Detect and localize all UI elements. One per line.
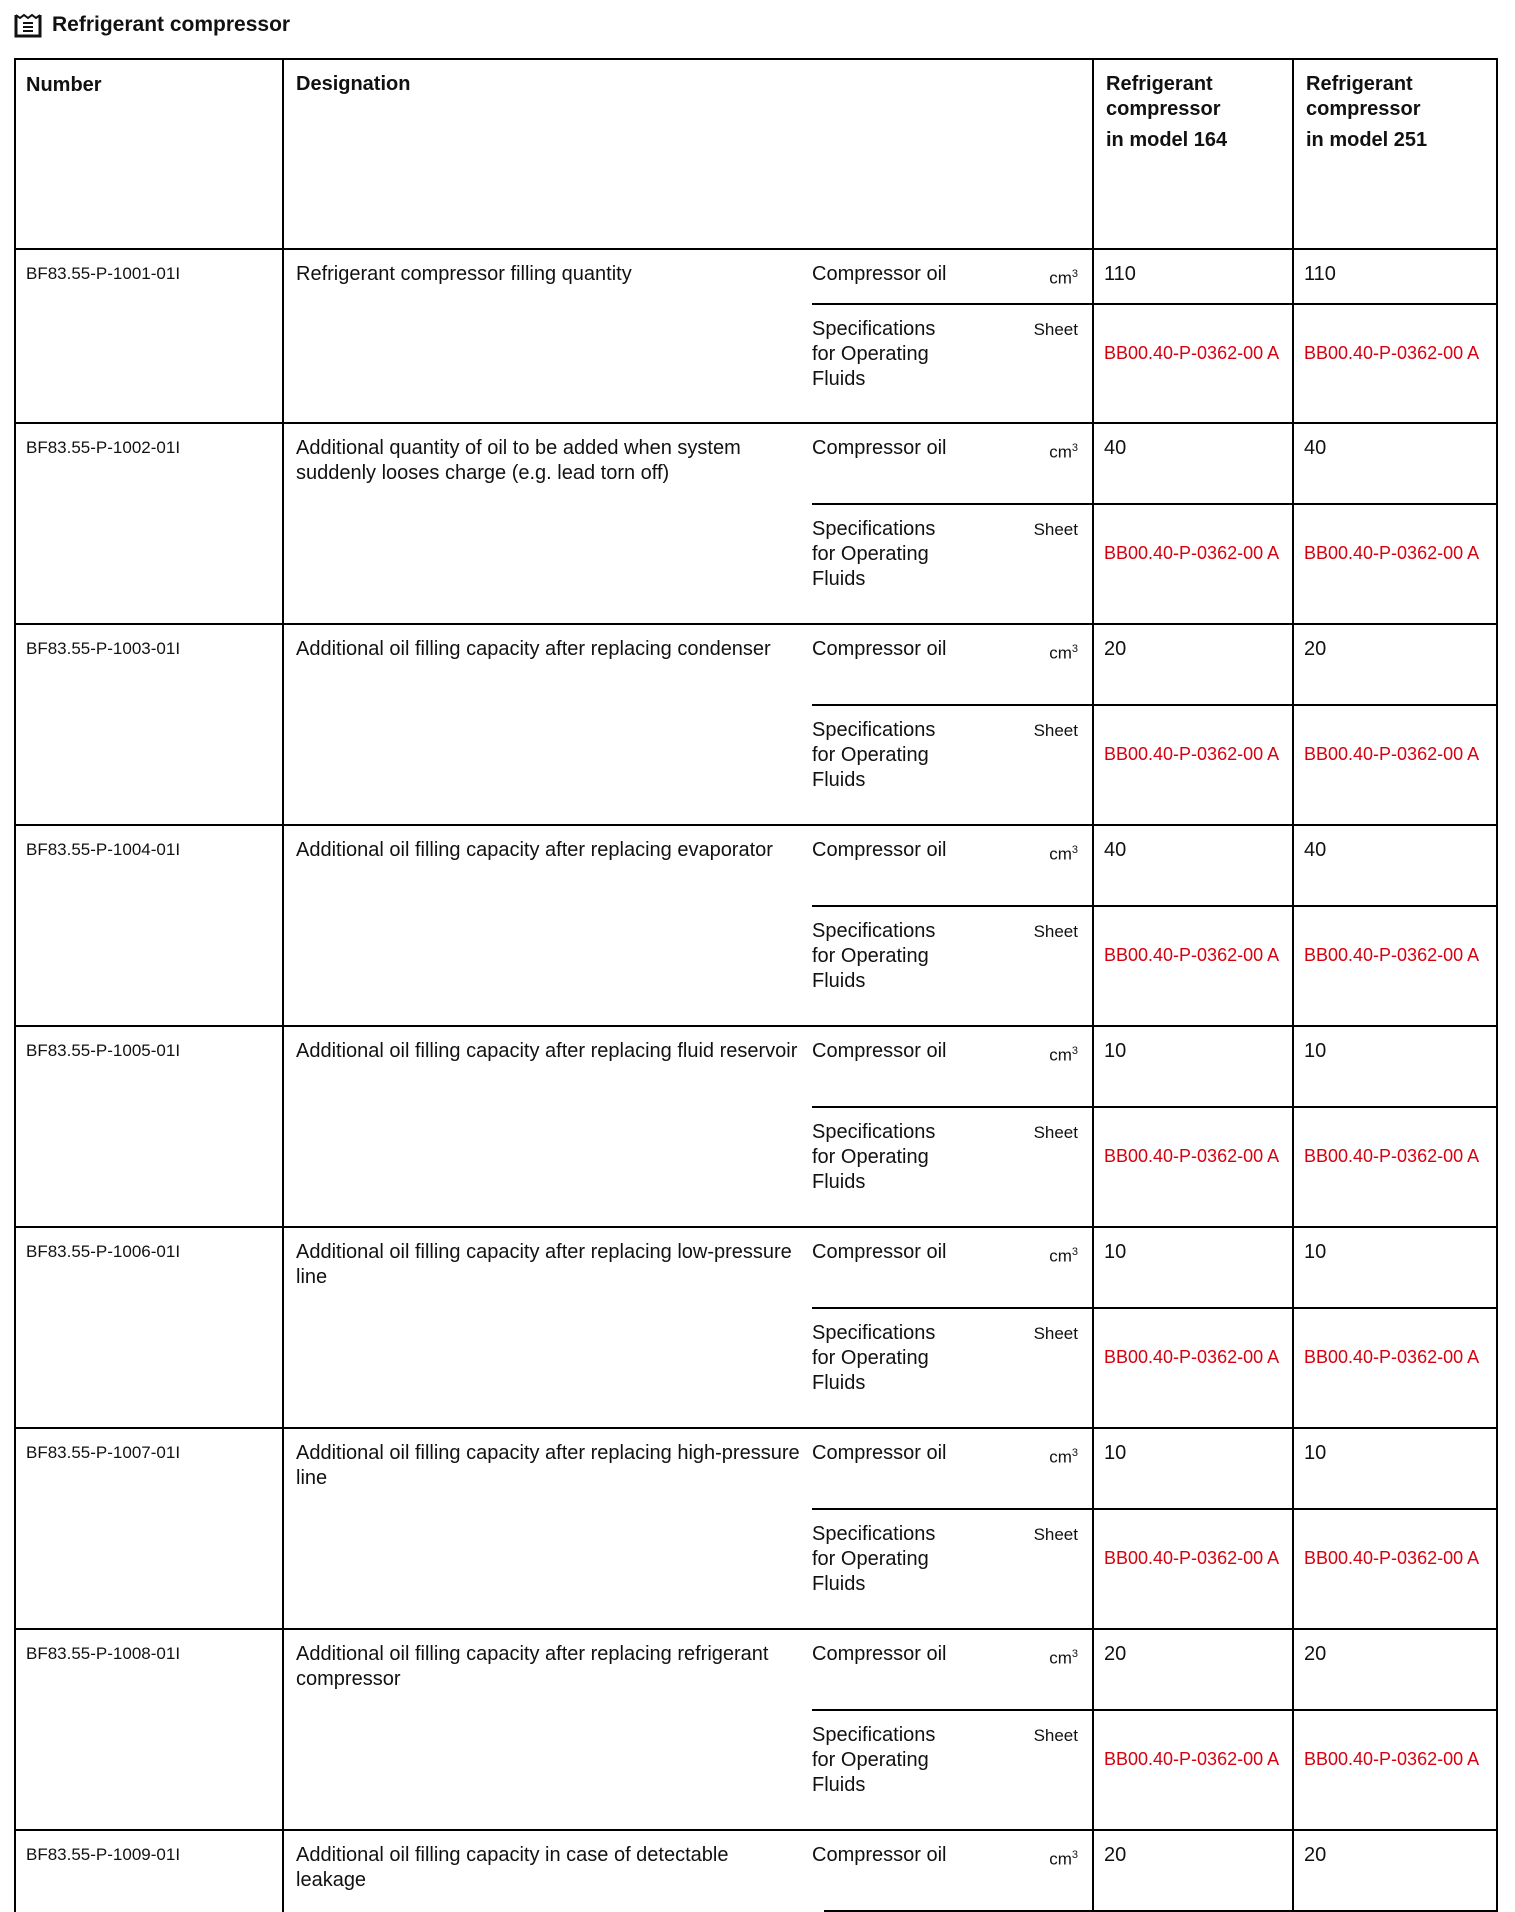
- oil-quantity-251: 10: [1294, 1429, 1496, 1510]
- oil-quantity-164: 20: [1094, 625, 1292, 706]
- unit-label: [1049, 1441, 1078, 1508]
- sub-item-label: Compressor oil: [812, 1241, 947, 1263]
- unit-label: Sheet: [1033, 1726, 1078, 1745]
- header-model-164: [1094, 60, 1294, 248]
- sub-items: [812, 1630, 1092, 1829]
- model-164-values: [1094, 250, 1294, 422]
- unit-label: Sheet: [1033, 520, 1078, 539]
- spec-number: BF83.55-P-1005-01I: [14, 1027, 284, 1226]
- unit-label: Sheet: [1033, 320, 1078, 339]
- header-line: Refrigerant: [1106, 73, 1213, 95]
- header-line: compressor: [1306, 98, 1421, 120]
- unit-label: Sheet: [1033, 922, 1078, 941]
- spec-number: BF83.55-P-1002-01I: [14, 424, 284, 623]
- sub-item-label: Compressor oil: [812, 638, 947, 660]
- table-row: [14, 424, 1498, 625]
- sub-item-compressor-oil: [812, 1831, 1092, 1912]
- spec-sheet-link-164[interactable]: BB00.40-P-0362-00 A: [1104, 1548, 1280, 1568]
- model-251-values: [1294, 250, 1498, 422]
- designation-text: Refrigerant compressor filling quantity: [296, 263, 632, 285]
- oil-quantity-251: 40: [1294, 826, 1496, 907]
- designation-text: Additional quantity of oil to be added when system suddenly looses charge (e.g. lead torn off): [296, 437, 741, 484]
- sub-item-compressor-oil: [812, 826, 1092, 907]
- header-model-251: [1294, 60, 1498, 248]
- spec-sheet-link-251[interactable]: BB00.40-P-0362-00 A: [1304, 945, 1480, 965]
- table-row: [14, 1429, 1498, 1630]
- maintenance-sheet-icon: [14, 12, 42, 38]
- designation-text: Additional oil filling capacity in case of detectable leakage: [296, 1844, 729, 1891]
- unit-label: [1049, 1642, 1078, 1709]
- model-251-values: [1294, 424, 1498, 623]
- spec-sheet-link-251[interactable]: BB00.40-P-0362-00 A: [1304, 744, 1480, 764]
- header-designation: Designation: [284, 60, 1094, 248]
- oil-quantity-164: 40: [1094, 424, 1292, 505]
- oil-quantity-251: 20: [1294, 625, 1496, 706]
- unit-text: cm: [1049, 442, 1072, 462]
- unit-label: Sheet: [1033, 1123, 1078, 1142]
- sub-item-compressor-oil: [812, 1429, 1092, 1510]
- unit-text: cm: [1049, 1849, 1072, 1869]
- unit-label: [1049, 637, 1078, 704]
- oil-quantity-251: 110: [1294, 250, 1496, 305]
- page-title-bar: [14, 12, 290, 38]
- unit-superscript: 3: [1071, 1648, 1078, 1660]
- sub-item-label: Compressor oil: [812, 1040, 947, 1062]
- oil-quantity-164: 10: [1094, 1429, 1292, 1510]
- sub-item-compressor-oil: [812, 1228, 1092, 1309]
- sub-item-specifications: [812, 1711, 1092, 1798]
- designation-text: Additional oil filling capacity after replacing evaporator: [296, 839, 773, 861]
- spec-sheet-link-251[interactable]: BB00.40-P-0362-00 A: [1304, 1146, 1480, 1166]
- specifications-table: [14, 58, 1498, 1912]
- oil-quantity-164: 110: [1094, 250, 1292, 305]
- unit-superscript: 3: [1071, 1447, 1078, 1459]
- sub-item-label: Specifications for Operating Fluids: [812, 920, 936, 992]
- designation-text: Additional oil filling capacity after replacing refrigerant compressor: [296, 1643, 769, 1690]
- unit-label: [1049, 1039, 1078, 1106]
- sub-item-specifications: [812, 505, 1092, 592]
- model-251-values: [1294, 1429, 1498, 1628]
- sub-item-label: Compressor oil: [812, 437, 947, 459]
- spec-sheet-link-251[interactable]: BB00.40-P-0362-00 A: [1304, 343, 1480, 363]
- designation-cell: [284, 1027, 1094, 1226]
- sub-items: [812, 1228, 1092, 1427]
- oil-quantity-251: 10: [1294, 1027, 1496, 1108]
- sub-item-specifications: [812, 1108, 1092, 1195]
- designation-cell: [284, 1429, 1094, 1628]
- sub-item-label: Specifications for Operating Fluids: [812, 1724, 936, 1796]
- unit-text: cm: [1049, 844, 1072, 864]
- sub-item-specifications: [812, 706, 1092, 793]
- sub-item-specifications: [812, 1510, 1092, 1597]
- sub-item-compressor-oil: [812, 250, 1092, 305]
- table-row: [14, 250, 1498, 424]
- spec-sheet-link-164[interactable]: BB00.40-P-0362-00 A: [1104, 744, 1280, 764]
- header-line: Refrigerant: [1306, 73, 1413, 95]
- spec-sheet-link-164[interactable]: BB00.40-P-0362-00 A: [1104, 343, 1280, 363]
- model-251-values: [1294, 826, 1498, 1025]
- sub-item-specifications: [812, 1309, 1092, 1396]
- model-164-values: [1094, 1429, 1294, 1628]
- model-164-values: [1094, 1027, 1294, 1226]
- unit-superscript: 3: [1071, 1246, 1078, 1258]
- unit-text: cm: [1049, 1045, 1072, 1065]
- spec-number: BF83.55-P-1007-01I: [14, 1429, 284, 1628]
- sub-items: [812, 250, 1092, 422]
- unit-superscript: 3: [1071, 1849, 1078, 1861]
- designation-cell: [284, 424, 1094, 623]
- oil-quantity-251: 20: [1304, 1844, 1327, 1866]
- spec-sheet-link-251[interactable]: BB00.40-P-0362-00 A: [1304, 1347, 1480, 1367]
- table-row: [14, 826, 1498, 1027]
- model-164-values: [1094, 625, 1294, 824]
- sub-item-specifications: [812, 907, 1092, 994]
- spec-number: BF83.55-P-1006-01I: [14, 1228, 284, 1427]
- sub-item-label: Compressor oil: [812, 1643, 947, 1665]
- unit-superscript: 3: [1071, 643, 1078, 655]
- sub-items: [812, 1027, 1092, 1226]
- unit-text: cm: [1049, 268, 1072, 288]
- unit-text: cm: [1049, 1246, 1072, 1266]
- unit-label: [1049, 436, 1078, 503]
- sub-item-label: Compressor oil: [812, 1844, 947, 1866]
- model-251-values: [1294, 1831, 1498, 1912]
- oil-quantity-164: 10: [1094, 1027, 1292, 1108]
- designation-cell: [284, 1831, 1094, 1912]
- designation-cell: [284, 1630, 1094, 1829]
- model-164-values: [1094, 1831, 1294, 1912]
- spec-number: BF83.55-P-1009-01I: [14, 1831, 284, 1912]
- header-line: compressor: [1106, 98, 1221, 120]
- oil-quantity-251: 20: [1294, 1630, 1496, 1711]
- sub-item-label: Specifications for Operating Fluids: [812, 1523, 936, 1595]
- unit-text: cm: [1049, 1447, 1072, 1467]
- model-251-values: [1294, 1027, 1498, 1226]
- page-title: Refrigerant compressor: [52, 13, 291, 36]
- designation-text: Additional oil filling capacity after replacing condenser: [296, 638, 771, 660]
- sub-items: [812, 826, 1092, 1025]
- sub-item-compressor-oil: [812, 424, 1092, 505]
- sub-items: [812, 424, 1092, 623]
- model-251-values: [1294, 1228, 1498, 1427]
- spec-sheet-link-164[interactable]: BB00.40-P-0362-00 A: [1104, 1749, 1280, 1769]
- spec-sheet-link-164[interactable]: BB00.40-P-0362-00 A: [1104, 945, 1280, 965]
- sub-item-specifications: [812, 305, 1092, 392]
- unit-superscript: 3: [1071, 268, 1078, 280]
- model-251-values: [1294, 1630, 1498, 1829]
- sub-item-label: Specifications for Operating Fluids: [812, 1322, 936, 1394]
- unit-superscript: 3: [1071, 844, 1078, 856]
- sub-item-label: Specifications for Operating Fluids: [812, 1121, 936, 1193]
- table-row: [14, 625, 1498, 826]
- oil-quantity-251: 10: [1294, 1228, 1496, 1309]
- unit-label: Sheet: [1033, 1324, 1078, 1343]
- sub-items: [812, 625, 1092, 824]
- sub-items: [812, 1831, 1092, 1912]
- sub-item-label: Compressor oil: [812, 1442, 947, 1464]
- designation-text: Additional oil filling capacity after replacing high-pressure line: [296, 1442, 800, 1489]
- sub-item-label: Specifications for Operating Fluids: [812, 518, 936, 590]
- sub-item-compressor-oil: [812, 625, 1092, 706]
- unit-text: cm: [1049, 643, 1072, 663]
- table-header-row: [14, 60, 1498, 250]
- sub-items: [812, 1429, 1092, 1628]
- header-number: Number: [14, 60, 284, 248]
- designation-cell: [284, 250, 1094, 422]
- spec-number: BF83.55-P-1003-01I: [14, 625, 284, 824]
- spec-sheet-link-164[interactable]: BB00.40-P-0362-00 A: [1104, 543, 1280, 563]
- unit-label: [1049, 1843, 1078, 1912]
- spec-sheet-link-164[interactable]: BB00.40-P-0362-00 A: [1104, 1347, 1280, 1367]
- model-164-values: [1094, 424, 1294, 623]
- spec-number: BF83.55-P-1004-01I: [14, 826, 284, 1025]
- table-row: [14, 1027, 1498, 1228]
- oil-quantity-164: 20: [1094, 1630, 1292, 1711]
- sub-item-compressor-oil: [812, 1027, 1092, 1108]
- sub-item-compressor-oil: [812, 1630, 1092, 1711]
- header-line: in model 164: [1106, 129, 1228, 151]
- oil-quantity-251: 40: [1294, 424, 1496, 505]
- designation-text: Additional oil filling capacity after replacing low-pressure line: [296, 1241, 792, 1288]
- unit-label: Sheet: [1033, 721, 1078, 740]
- model-164-values: [1094, 1630, 1294, 1829]
- sub-item-label: Compressor oil: [812, 263, 947, 285]
- spec-sheet-link-251[interactable]: BB00.40-P-0362-00 A: [1304, 1749, 1480, 1769]
- unit-label: [1049, 262, 1078, 303]
- table-row: [14, 1228, 1498, 1429]
- spec-sheet-link-251[interactable]: BB00.40-P-0362-00 A: [1304, 543, 1480, 563]
- table-row: [14, 1831, 1498, 1912]
- designation-cell: [284, 625, 1094, 824]
- model-164-values: [1094, 826, 1294, 1025]
- designation-cell: [284, 1228, 1094, 1427]
- unit-text: cm: [1049, 1648, 1072, 1668]
- spec-sheet-link-164[interactable]: BB00.40-P-0362-00 A: [1104, 1146, 1280, 1166]
- designation-text: Additional oil filling capacity after replacing fluid reservoir: [296, 1040, 798, 1062]
- oil-quantity-164: 20: [1104, 1844, 1127, 1866]
- table-row: [14, 1630, 1498, 1831]
- sub-item-label: Specifications for Operating Fluids: [812, 318, 936, 390]
- model-251-values: [1294, 625, 1498, 824]
- spec-sheet-link-251[interactable]: BB00.40-P-0362-00 A: [1304, 1548, 1480, 1568]
- spec-number: BF83.55-P-1001-01I: [14, 250, 284, 422]
- sub-item-label: Compressor oil: [812, 839, 947, 861]
- unit-superscript: 3: [1071, 1045, 1078, 1057]
- unit-label: [1049, 1240, 1078, 1307]
- unit-label: Sheet: [1033, 1525, 1078, 1544]
- oil-quantity-164: 10: [1094, 1228, 1292, 1309]
- model-164-values: [1094, 1228, 1294, 1427]
- designation-cell: [284, 826, 1094, 1025]
- header-line: in model 251: [1306, 129, 1428, 151]
- spec-number: BF83.55-P-1008-01I: [14, 1630, 284, 1829]
- unit-superscript: 3: [1071, 442, 1078, 454]
- sub-item-label: Specifications for Operating Fluids: [812, 719, 936, 791]
- oil-quantity-164: 40: [1094, 826, 1292, 907]
- unit-label: [1049, 838, 1078, 905]
